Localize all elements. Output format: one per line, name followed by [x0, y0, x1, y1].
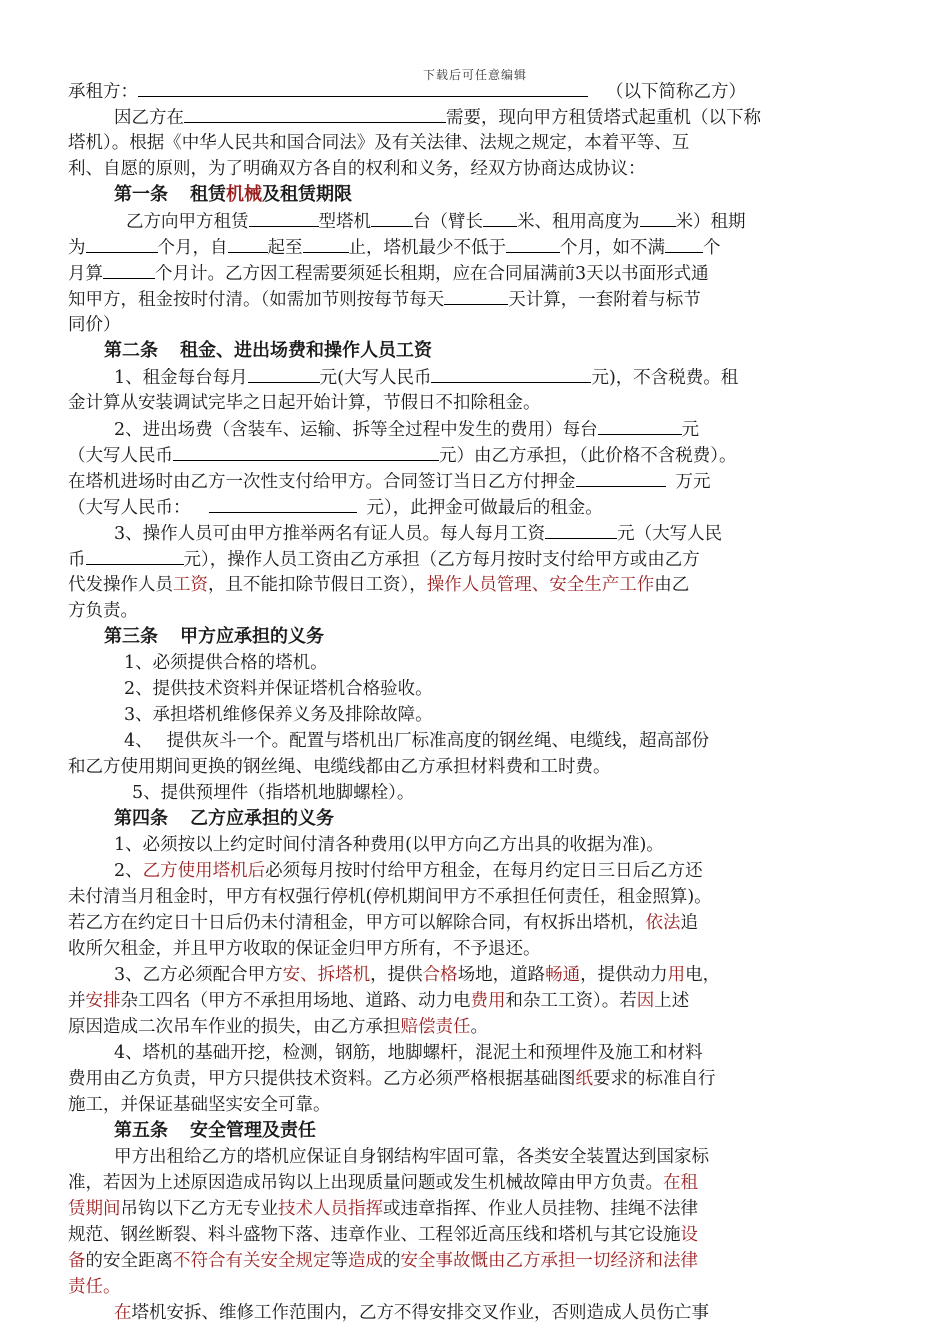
article-3-item-4: 4、 提供灰斗一个。配置与塔机出厂标准高度的钢丝绳、电缆线，超高部份: [124, 731, 710, 751]
article-4-item-2-cont-3: 收所欠租金，并且甲方收取的保证金归甲方所有，不予退还。: [68, 939, 541, 959]
line-lessee: 承租方： （以下简称乙方）: [68, 78, 884, 104]
article-2-line-9: 代发操作人员工资，且不能扣除节假日工资），操作人员管理、安全生产工作由乙: [68, 575, 690, 595]
article-2-line-2: 金计算从安装调试完毕之日起开始计算，节假日不扣除租金。: [68, 393, 541, 413]
article-4-item-1: 1、必须按以上约定时间付清各种费用(以甲方向乙方出具的收据为准)。: [114, 835, 664, 855]
article-5-line-5: 备的安全距离不符合有关安全规定等造成的安全事故慨由乙方承担一切经济和法律: [68, 1251, 698, 1271]
article-1-line-3: 月算 个月计。乙方因工程需要须延长租期，应在合同届满前3天以书面形式通: [68, 260, 884, 286]
article-1-line-2: 为 个月，自 起至 止，塔机最少不低于 个月，如不满 个: [68, 234, 884, 260]
article-4-item-2-cont-1: 未付清当月租金时，甲方有权强行停机(停机期间甲方不承担任何责任，租金照算)。: [68, 887, 712, 907]
blank-field: [138, 78, 588, 97]
article-5-line-4: 规范、钢丝断裂、料斗盛物下落、违章作业、工程邻近高压线和塔机与其它设施设: [68, 1225, 698, 1245]
article-2-line-6: （大写人民币： 元），此押金可做最后的租金。: [68, 494, 884, 520]
article-2-line-3: 2、进出场费（含装车、运输、拆等全过程中发生的费用）每台 元: [68, 416, 884, 442]
article-2-line-5: 在塔机进场时由乙方一次性支付给甲方。合同签订当日乙方付押金 万元: [68, 468, 884, 494]
article-2-line-4: （大写人民币 元）由乙方承担，（此价格不含税费）。: [68, 442, 884, 468]
article-4-item-3: 3、乙方必须配合甲方安、拆塔机，提供合格场地，道路畅通，提供动力用电，: [114, 965, 721, 985]
article-4-item-2: 2、乙方使用塔机后必须每月按时付给甲方租金，在每月约定日三日后乙方还: [114, 861, 703, 881]
article-5-heading: 第五条 安全管理及责任: [114, 1120, 316, 1141]
line-intro-3: 利、自愿的原则，为了明确双方各自的权利和义务，经双方协商达成协议：: [68, 159, 646, 179]
article-5-line-3: 赁期间吊钩以下乙方无专业技术人员指挥或违章指挥、作业人员挂物、挂绳不法律: [68, 1199, 698, 1219]
article-4-heading: 第四条 乙方应承担的义务: [114, 808, 334, 829]
article-4-item-4: 4、塔机的基础开挖，检测，钢筋，地脚螺杆，混泥土和预埋件及施工和材料: [114, 1043, 703, 1063]
article-1-heading: 第一条 租赁机械及租赁期限: [114, 184, 352, 205]
article-1-line-5: 同价）: [68, 315, 121, 335]
blank-field: [184, 104, 446, 123]
article-5-line-6: 责任。: [68, 1277, 121, 1297]
article-3-item-3: 3、承担塔机维修保养义务及排除故障。: [124, 705, 433, 725]
watermark-header: 下载后可任意编辑: [422, 68, 527, 82]
line-intro-1: 因乙方在 需要，现向甲方租赁塔式起重机（以下称: [68, 104, 884, 130]
article-3-item-2: 2、提供技术资料并保证塔机合格验收。: [124, 679, 433, 699]
line-intro-2: 塔机）。根据《中华人民共和国合同法》及有关法律、法规之规定，本着平等、互: [68, 133, 690, 153]
article-3-item-5: 5、提供预埋件（指塔机地脚螺栓）。: [132, 783, 415, 803]
article-2-line-7: 3、操作人员可由甲方推举两名有证人员。每人每月工资 元（大写人民: [68, 520, 884, 546]
article-4-item-3-cont-2: 原因造成二次吊车作业的损失，由乙方承担赔偿责任。: [68, 1017, 488, 1037]
article-1-line-4: 知甲方，租金按时付清。（如需加节则按每节每天 天计算，一套附着与标节: [68, 286, 884, 312]
article-2-line-8: 币 元），操作人员工资由乙方承担（乙方每月按时支付给甲方或由乙方: [68, 546, 884, 572]
article-4-item-4-cont-1: 费用由乙方负责，甲方只提供技术资料。乙方必须严格根据基础图纸要求的标准自行: [68, 1069, 716, 1089]
article-1-line-1: 乙方向甲方租赁 型塔机 台（臂长 米、租用高度为 米）租期: [68, 208, 884, 234]
article-2-line-1: 1、租金每台每月 元(大写人民币 元)，不含税费。租: [68, 364, 884, 390]
article-5-line-2: 准，若因为上述原因造成吊钩以上出现质量问题或发生机械故障由甲方负责。在租: [68, 1173, 698, 1193]
article-4-item-3-cont-1: 并安排杂工四名（甲方不承担用场地、道路、动力电费用和杂工工资）。若因上述: [68, 991, 690, 1011]
article-5-line-7: 在塔机安拆、维修工作范围内，乙方不得安排交叉作业，否则造成人员伤亡事: [114, 1303, 709, 1323]
article-3-item-1: 1、必须提供合格的塔机。: [124, 653, 328, 673]
article-4-item-4-cont-2: 施工，并保证基础坚实安全可靠。: [68, 1095, 331, 1115]
article-4-item-2-cont-2: 若乙方在约定日十日后仍未付清租金，甲方可以解除合同，有权拆出塔机，依法追: [68, 913, 698, 933]
article-2-heading: 第二条 租金、进出场费和操作人员工资: [104, 340, 432, 361]
article-3-item-4-cont: 和乙方使用期间更换的钢丝绳、电缆线都由乙方承担材料费和工时费。: [68, 757, 611, 777]
article-2-line-10: 方负责。: [68, 601, 138, 621]
article-5-line-1: 甲方出租给乙方的塔机应保证自身钢结构牢固可靠，各类安全装置达到国家标: [114, 1147, 709, 1167]
article-3-heading: 第三条 甲方应承担的义务: [104, 626, 324, 647]
